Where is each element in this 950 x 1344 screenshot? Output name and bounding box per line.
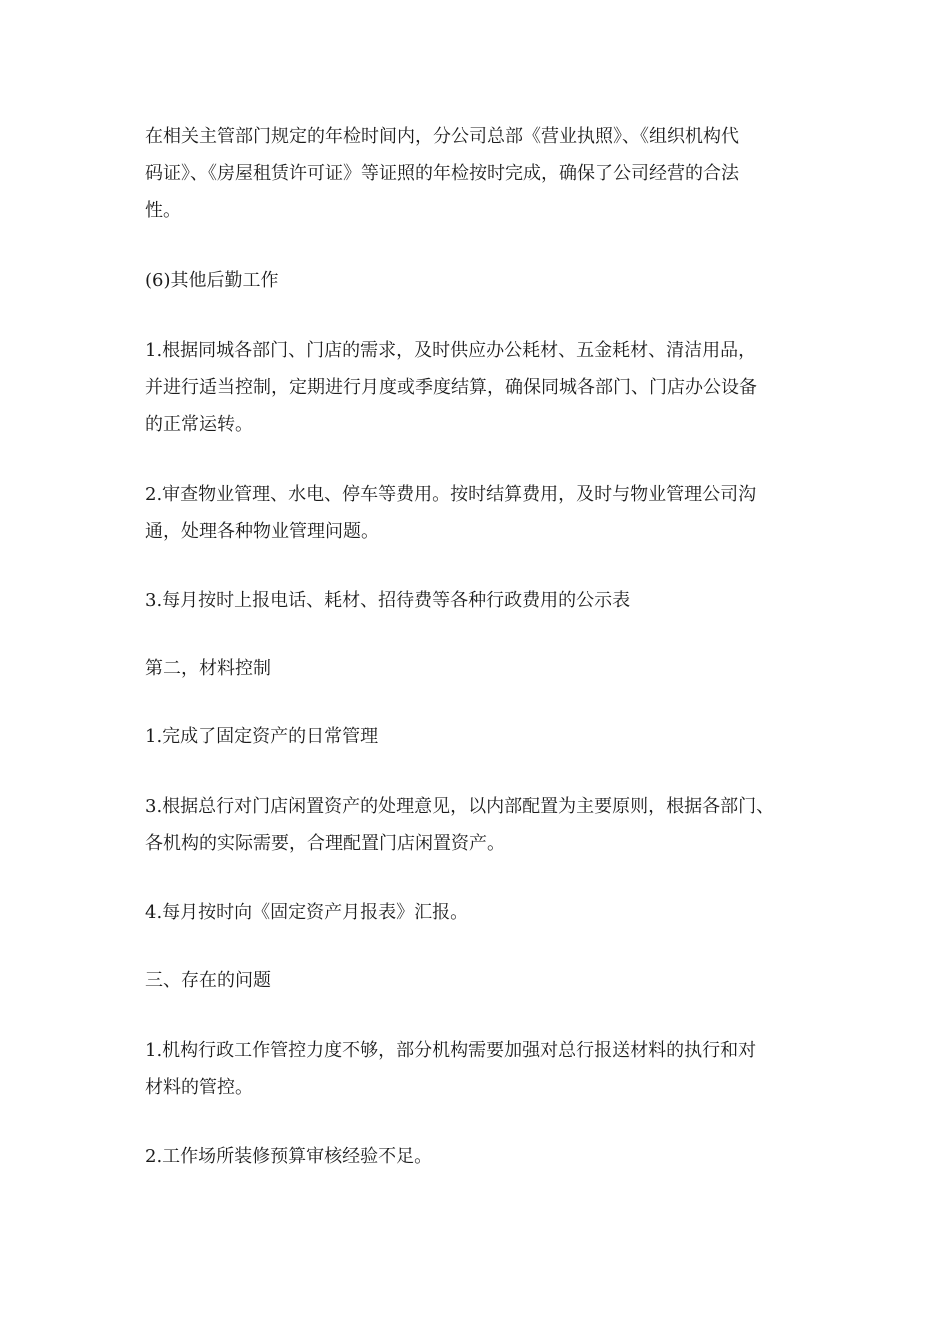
text-line: 三、存在的问题 [145,970,271,991]
text-line: 1.完成了固定资产的日常管理 [145,726,379,747]
paragraph-problem-budget [145,1138,815,1175]
section-heading-other-logistics [145,262,815,299]
text-line: 材料的管控。 [145,1077,253,1098]
paragraph-idle-assets [145,788,815,862]
text-line: 3.每月按时上报电话、耗材、招待费等各种行政费用的公示表 [145,590,631,611]
paragraph-property-fees [145,476,815,550]
text-line: 的正常运转。 [145,414,253,435]
paragraph-asset-report [145,894,815,931]
paragraph-problem-control [145,1032,815,1106]
paragraph-monthly-report [145,582,815,619]
text-line: 2.审查物业管理、水电、停车等费用。按时结算费用，及时与物业管理公司沟 [145,484,757,505]
paragraph-license-inspection [145,118,815,229]
section-heading-problems [145,962,815,999]
text-line: 各机构的实际需要，合理配置门店闲置资产。 [145,833,505,854]
text-line: 性。 [145,200,181,221]
text-line: 码证》、《房屋租赁许可证》等证照的年检按时完成，确保了公司经营的合法 [145,163,739,184]
text-line: 1.机构行政工作管控力度不够，部分机构需要加强对总行报送材料的执行和对 [145,1040,757,1061]
text-line: 2.工作场所装修预算审核经验不足。 [145,1146,433,1167]
text-line: (6)其他后勤工作 [145,270,279,291]
text-line: 1.根据同城各部门、门店的需求，及时供应办公耗材、五金耗材、清洁用品， [145,340,757,361]
text-line: 第二，材料控制 [145,658,271,679]
text-line: 4.每月按时向《固定资产月报表》汇报。 [145,902,469,923]
paragraph-fixed-assets [145,718,815,755]
section-heading-material-control [145,650,815,687]
text-line: 在相关主管部门规定的年检时间内，分公司总部《营业执照》、《组织机构代 [145,126,739,147]
paragraph-supplies [145,332,815,443]
text-line: 3.根据总行对门店闲置资产的处理意见，以内部配置为主要原则，根据各部门、 [145,796,775,817]
text-line: 通，处理各种物业管理问题。 [145,521,379,542]
text-line: 并进行适当控制，定期进行月度或季度结算，确保同城各部门、门店办公设备 [145,377,757,398]
